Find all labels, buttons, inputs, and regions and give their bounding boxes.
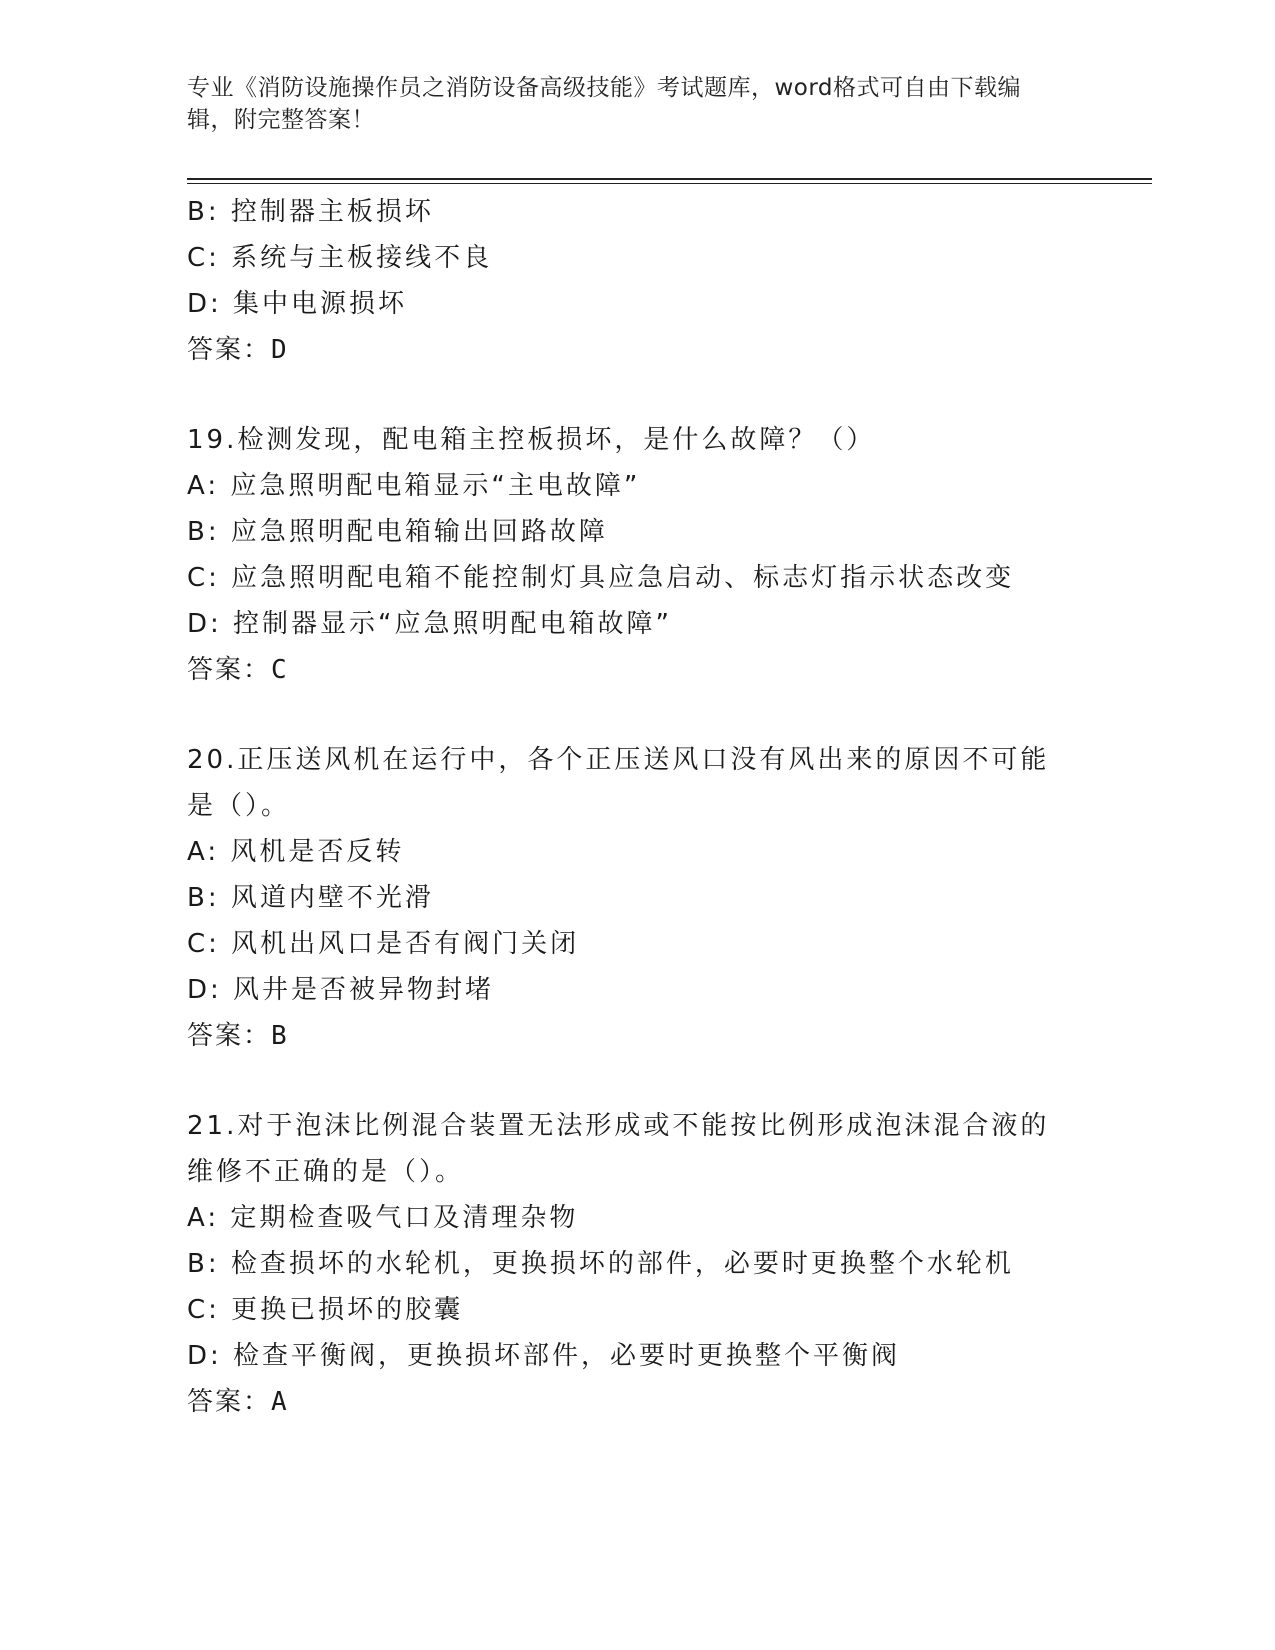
option-b: B: 控制器主板损坏 (187, 197, 434, 227)
answer-value: A (271, 1387, 287, 1417)
question-stem: 20.正压送风机在运行中，各个正压送风口没有风出来的原因不可能是（）。 (187, 745, 1050, 821)
answer-line (187, 1013, 1087, 1059)
question-stem: 19.检测发现，配电箱主控板损坏，是什么故障？（） (187, 425, 876, 455)
option-a: A: 应急照明配电箱显示“主电故障” (187, 471, 641, 501)
header-rule-thick (187, 178, 1152, 180)
prev-question-block (187, 189, 1087, 373)
option-d: D: 检查平衡阀，更换损坏部件，必要时更换整个平衡阀 (187, 1341, 901, 1371)
option-d: D: 风井是否被异物封堵 (187, 975, 495, 1005)
option-a: A: 定期检查吸气口及清理杂物 (187, 1203, 579, 1233)
question-content (187, 189, 1087, 1425)
header-rule-thin (187, 183, 1152, 184)
question-stem: 21.对于泡沫比例混合装置无法形成或不能按比例形成泡沫混合液的维修不正确的是（）。 (187, 1111, 1050, 1187)
page-header: 专业《消防设施操作员之消防设备高级技能》考试题库，word格式可自由下载编辑，附完整答案！ (187, 75, 1022, 133)
option-c: C: 更换已损坏的胶囊 (187, 1295, 464, 1325)
option-b: B: 应急照明配电箱输出回路故障 (187, 517, 608, 547)
answer-line (187, 327, 1087, 373)
answer-value: C (271, 655, 287, 685)
question-19-block (187, 417, 1087, 693)
answer-value: D (271, 335, 287, 365)
answer-label: 答案： (187, 1387, 272, 1417)
option-b: B: 风道内壁不光滑 (187, 883, 434, 913)
option-b: B: 检查损坏的水轮机，更换损坏的部件，必要时更换整个水轮机 (187, 1249, 1014, 1279)
answer-line (187, 647, 1087, 693)
option-d: D: 集中电源损坏 (187, 289, 408, 319)
option-c: C: 系统与主板接线不良 (187, 243, 493, 273)
question-20-block (187, 737, 1087, 1059)
answer-line (187, 1379, 1087, 1425)
option-d: D: 控制器显示“应急照明配电箱故障” (187, 609, 672, 639)
answer-value: B (271, 1021, 287, 1051)
option-a: A: 风机是否反转 (187, 837, 405, 867)
answer-label: 答案： (187, 655, 272, 685)
question-21-block (187, 1103, 1087, 1425)
option-c: C: 应急照明配电箱不能控制灯具应急启动、标志灯指示状态改变 (187, 563, 1015, 593)
answer-label: 答案： (187, 335, 272, 365)
option-c: C: 风机出风口是否有阀门关闭 (187, 929, 580, 959)
answer-label: 答案： (187, 1021, 272, 1051)
